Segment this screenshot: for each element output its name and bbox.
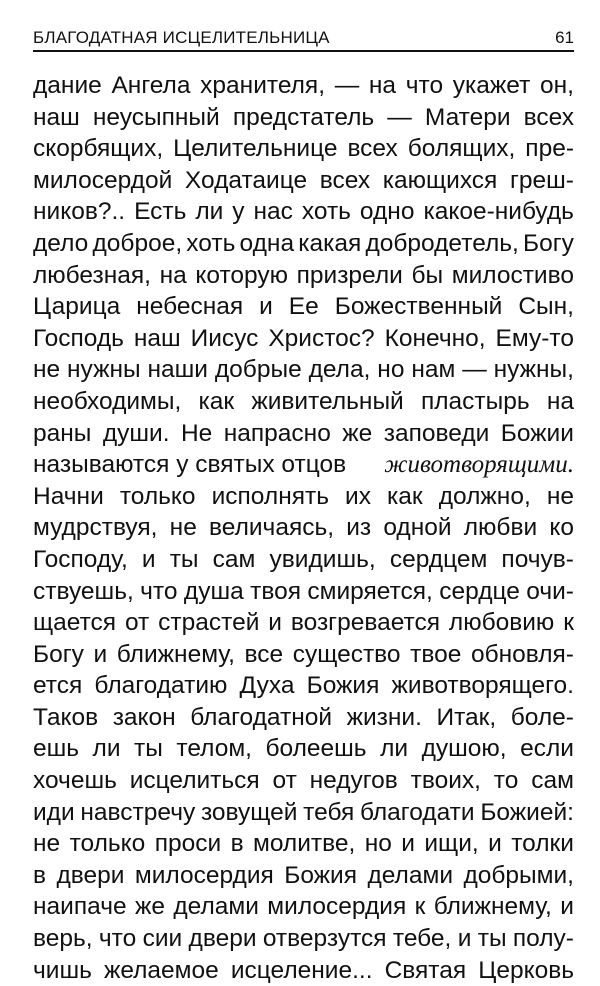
word: пре- [525, 135, 574, 163]
word: ствуешь, [33, 577, 134, 605]
word: Святая [384, 956, 467, 984]
text-line [33, 576, 574, 608]
word: и [488, 830, 502, 858]
word: в [230, 830, 244, 858]
text-line [33, 512, 574, 544]
word: и [401, 830, 415, 858]
word: исцелиться [129, 767, 260, 795]
word: раны [33, 419, 92, 447]
text-line [33, 765, 574, 797]
word: что [405, 72, 444, 99]
word: добродетель, [365, 229, 519, 257]
word: их [345, 482, 371, 510]
word: не [33, 356, 61, 384]
word: телом, [176, 735, 252, 763]
word: но [377, 356, 405, 384]
word: и [93, 640, 108, 668]
word: предстатель [232, 103, 375, 131]
word: делами [367, 861, 454, 889]
word: болеешь [265, 735, 367, 763]
word: Ходатаице [184, 166, 308, 194]
word: ближнему, [433, 893, 552, 921]
word: наши [147, 356, 208, 384]
word: Господу, [33, 545, 128, 573]
running-header [33, 26, 574, 52]
word: пластырь [420, 387, 530, 415]
word: какая [298, 229, 362, 257]
word: одно [359, 198, 415, 226]
word: должно, [438, 482, 531, 510]
word: и [259, 293, 273, 321]
text-line [33, 481, 574, 513]
word: Господь [33, 324, 124, 352]
word: добрыми, [463, 861, 574, 889]
word: — [334, 72, 360, 99]
text-line [33, 228, 574, 260]
word: призрели [296, 261, 403, 289]
word: двери [188, 925, 257, 953]
word: но [364, 830, 392, 858]
word: всех [523, 103, 574, 131]
word: чишь [33, 956, 92, 984]
word: ты [477, 925, 507, 953]
word: Иисус [190, 324, 259, 352]
word: тебя [303, 798, 355, 826]
word: Божественный [334, 293, 503, 321]
word: доброе, [92, 229, 183, 257]
page-number: 61 [555, 28, 574, 47]
word: Божия [306, 672, 380, 700]
word: Церковь [478, 956, 574, 984]
word: ли [195, 198, 224, 226]
word: нам [411, 356, 456, 384]
text-line [33, 418, 574, 450]
word: одной [383, 514, 452, 542]
word: Итак, [436, 703, 497, 731]
word: Богу [523, 229, 574, 257]
word: мудрствуя, [33, 514, 158, 542]
word: твоих, [410, 767, 481, 795]
word: верь, [33, 925, 93, 953]
text-line [33, 323, 574, 355]
word: у [232, 198, 245, 226]
word: благодатной [190, 703, 333, 731]
word: Духа [239, 672, 295, 700]
word: всех [347, 135, 398, 163]
word: Божии [500, 419, 574, 447]
word: Есть [134, 198, 187, 226]
word: смиряется, [307, 577, 433, 605]
text-line [33, 860, 574, 892]
word: — [462, 356, 487, 384]
word: ли [92, 735, 121, 763]
word: всех [319, 166, 371, 194]
word: сии [142, 925, 183, 953]
word: Божия [284, 861, 358, 889]
word: полу- [512, 925, 574, 953]
word: величаясь, [209, 514, 335, 542]
word: сам [212, 545, 256, 573]
text-line [33, 354, 574, 386]
word: же [134, 893, 165, 921]
word: Таков [33, 703, 99, 731]
word: дела, [308, 356, 371, 384]
word: сердце [439, 577, 520, 605]
word: двери [56, 861, 125, 889]
word: ты [134, 735, 163, 763]
word: животворящего. [391, 672, 574, 700]
word: от [272, 767, 297, 795]
word: жизни. [346, 703, 422, 731]
word: страстей [158, 609, 260, 637]
word: почув- [501, 545, 574, 573]
text-line [33, 733, 574, 765]
word: и [457, 925, 472, 953]
text-line-content: называются у святых отцов [33, 451, 347, 479]
text-line [33, 923, 574, 955]
word: Царица [33, 293, 121, 321]
word: Ему-то [495, 324, 574, 352]
word: ников?.. [33, 198, 126, 226]
word: нас [253, 198, 293, 226]
word: хранителя, [200, 72, 326, 99]
word: исцеление... [230, 956, 373, 984]
word: из [346, 514, 372, 542]
word: Не [180, 419, 213, 447]
text-line [33, 544, 574, 576]
word: обновля- [470, 640, 574, 668]
text-line [33, 670, 574, 702]
word: душою, [421, 735, 507, 763]
word: ко [549, 514, 574, 542]
word: неусыпный [92, 103, 220, 131]
word: на [159, 261, 187, 289]
word: закон [112, 703, 176, 731]
word: Конечно, [384, 324, 486, 352]
word: возгревается [290, 609, 441, 637]
word: болящих, [407, 135, 516, 163]
word: ты [169, 545, 199, 573]
word: на [546, 387, 574, 415]
word: нужны, [493, 356, 574, 384]
word: твое [410, 640, 462, 668]
word: на [368, 72, 397, 99]
word: ли [380, 735, 409, 763]
word: толки [511, 830, 574, 858]
text-line [33, 386, 574, 418]
text-line [33, 196, 574, 228]
word: хоть [186, 229, 236, 257]
text-line [33, 955, 574, 986]
text-line [33, 449, 574, 481]
word: и [560, 893, 574, 921]
text-line [33, 702, 574, 734]
word: любезная, [33, 261, 151, 289]
word: ищи, [424, 830, 479, 858]
text-line [33, 291, 574, 323]
word: наш [133, 324, 181, 352]
word: одна [239, 229, 295, 257]
text-line [33, 797, 574, 829]
word: живительный [251, 387, 404, 415]
word: дание [33, 72, 102, 99]
text-line [33, 828, 574, 860]
word: греш- [509, 166, 574, 194]
running-title: БЛАГОДАТНАЯ ИСЦЕЛИТЕЛЬНИЦА [33, 28, 330, 47]
word: бы [411, 261, 444, 289]
word: не [546, 482, 574, 510]
word: исполнять [211, 482, 329, 510]
word: хоть [301, 198, 351, 226]
word: проси [154, 830, 222, 858]
word: Ангела [111, 72, 191, 99]
word: добрые [214, 356, 302, 384]
word: любви [463, 514, 538, 542]
word: что [140, 577, 178, 605]
word: ближнему, [116, 640, 235, 668]
word: милостиво [451, 261, 574, 289]
word: желаемое [103, 956, 219, 984]
word: как [198, 387, 235, 415]
text-line [33, 260, 574, 292]
word: Христос? [268, 324, 375, 352]
word: сам [531, 767, 574, 795]
word: не [33, 830, 61, 858]
word: делами [173, 893, 259, 921]
word: только [69, 830, 146, 858]
word: если [520, 735, 574, 763]
word: укажет [452, 72, 531, 99]
text-line [33, 607, 574, 639]
word: наипаче [33, 893, 127, 921]
word: боле- [510, 703, 574, 731]
word: увидишь, [269, 545, 376, 573]
word: благодатию [94, 672, 228, 700]
word: благодати [359, 798, 475, 826]
word: к [563, 609, 574, 637]
word: и [268, 609, 282, 637]
word: не [169, 514, 197, 542]
word: молитве, [252, 830, 356, 858]
text-line [33, 891, 574, 923]
word: недугов [309, 767, 398, 795]
word: то [493, 767, 519, 795]
word: отверзутся [262, 925, 387, 953]
word: души. [102, 419, 170, 447]
word: скорбящих, [33, 135, 164, 163]
word: иди [33, 798, 75, 826]
word: Начни [33, 482, 104, 510]
text-line [33, 102, 574, 134]
word: любовию [448, 609, 555, 637]
word: наш [33, 103, 80, 131]
word: заповеди [383, 419, 490, 447]
word: душа [183, 577, 244, 605]
word: зовущей [200, 798, 298, 826]
text-line [33, 639, 574, 671]
word: что [98, 925, 137, 953]
word: напрасно [223, 419, 331, 447]
word: Богу [33, 640, 84, 668]
word: небесная [136, 293, 244, 321]
word: от [124, 609, 150, 637]
word: и [141, 545, 156, 573]
word: ешь [33, 735, 80, 763]
word: милосердой [33, 166, 173, 194]
word: он, [540, 72, 574, 99]
text-line [33, 133, 574, 165]
word: навстречу [80, 798, 196, 826]
word: Матери [424, 103, 511, 131]
word: милосердия [267, 893, 407, 921]
word: нужны [67, 356, 141, 384]
word: кающихся [382, 166, 498, 194]
word: необходимы, [33, 387, 182, 415]
word: хочешь [33, 767, 117, 795]
word: твоя [250, 577, 301, 605]
word: же [342, 419, 373, 447]
text-line [33, 165, 574, 197]
word: очи- [526, 577, 574, 605]
word: все [244, 640, 284, 668]
word: тебе, [392, 925, 452, 953]
word: какое-нибудь [423, 198, 574, 226]
word: Сын, [518, 293, 574, 321]
word: только [119, 482, 196, 510]
word: милосердия [134, 861, 274, 889]
word: сердцем [389, 545, 488, 573]
word: к [414, 893, 426, 921]
word: как [387, 482, 423, 510]
word: дело [33, 229, 89, 257]
word: Божией: [480, 798, 574, 826]
word: Ее [288, 293, 319, 321]
text-line [33, 70, 574, 102]
word: ется [33, 672, 83, 700]
word: — [387, 103, 412, 131]
word: Целительнице [173, 135, 338, 163]
word: щается [33, 609, 117, 637]
word: которую [195, 261, 288, 289]
italic-emphasis: животворящими. [384, 451, 574, 479]
word: в [33, 861, 47, 889]
body-text [33, 70, 574, 986]
word: существо [292, 640, 401, 668]
